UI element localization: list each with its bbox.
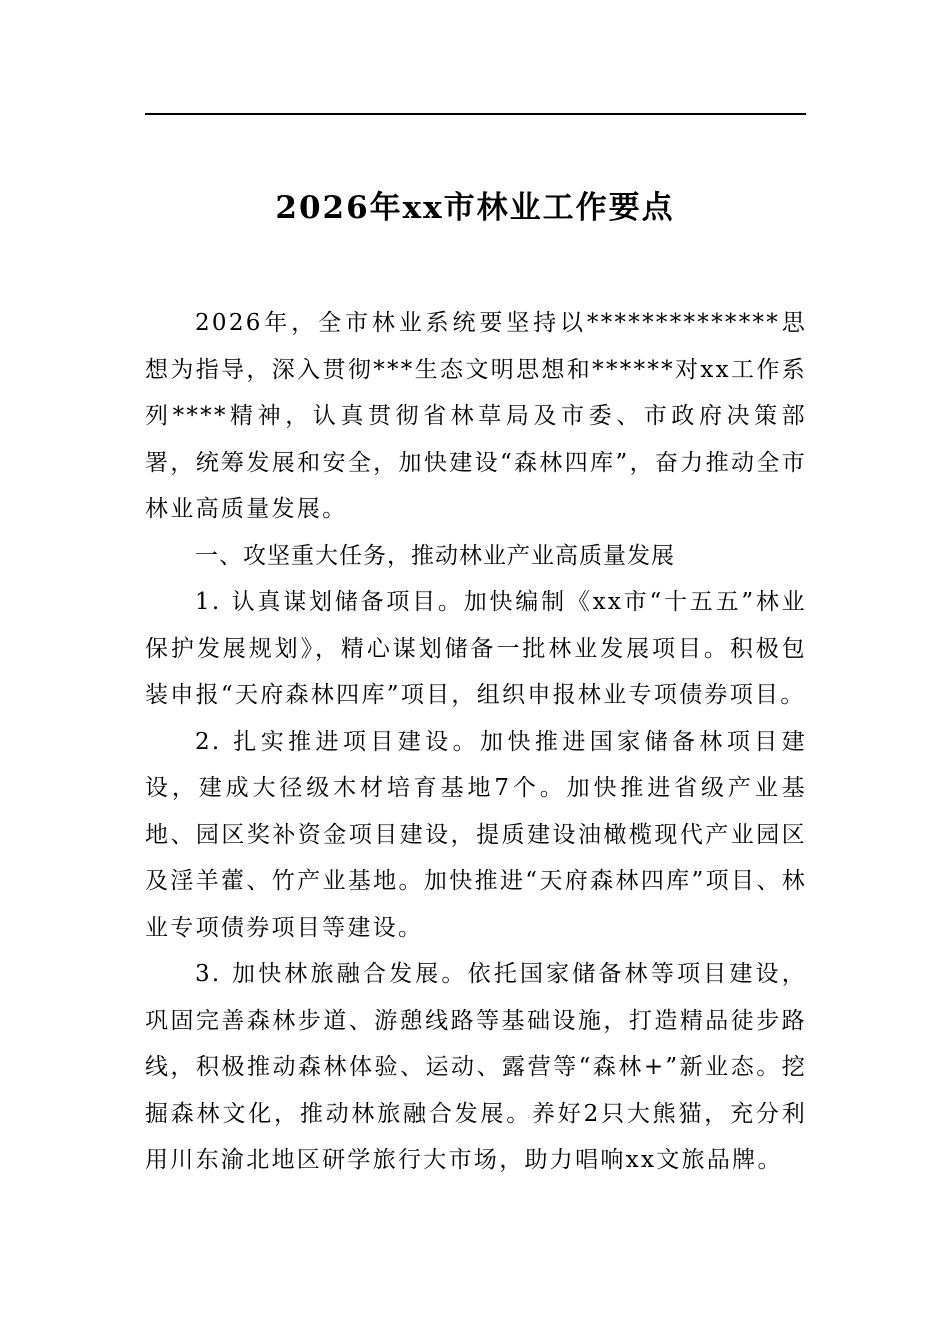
section-1-item-2: 2. 扎实推进项目建设。加快推进国家储备林项目建设，建成大径级木材培育基地7个。加快推进省级产业基地、园区奖补资金项目建设，提质建设油橄榄现代产业园区及淫羊藿、竹产业基地。加快推进“天府森林四库”项目、林业专项债券项目等建设。 xyxy=(145,728,807,941)
section-1-item-3: 3. 加快林旅融合发展。依托国家储备林等项目建设，巩固完善森林步道、游憩线路等基础设施，打造精品徒步路线，积极推动森林体验、运动、露营等“森林+”新业态。挖掘森林文化，推动林旅融合发展。养好2只大熊猫，充分利用川东渝北地区研学旅行大市场，助力唱响xx文旅品牌。 xyxy=(145,961,807,1173)
intro-paragraph: 2026年，全市林业系统要坚持以**************思想为指导，深入贯彻***生态文明思想和******对xx工作系列****精神，认真贯彻省林草局及市委、市政府决策部署，统筹发展和安全，加快建设“森林四库”，奋力推动全市林业高质量发展。 xyxy=(145,310,807,522)
document-body xyxy=(145,300,807,1184)
section-1-item-1: 1. 认真谋划储备项目。加快编制《xx市“十五五”林业保护发展规划》，精心谋划储备一批林业发展项目。积极包装申报“天府森林四库”项目，组织申报林业专项债券项目。 xyxy=(145,589,807,708)
section-1-heading: 一、攻坚重大任务，推动林业产业高质量发展 xyxy=(195,542,675,569)
document-title: 2026年xx市林业工作要点 xyxy=(275,190,675,226)
header-rule xyxy=(145,113,806,115)
